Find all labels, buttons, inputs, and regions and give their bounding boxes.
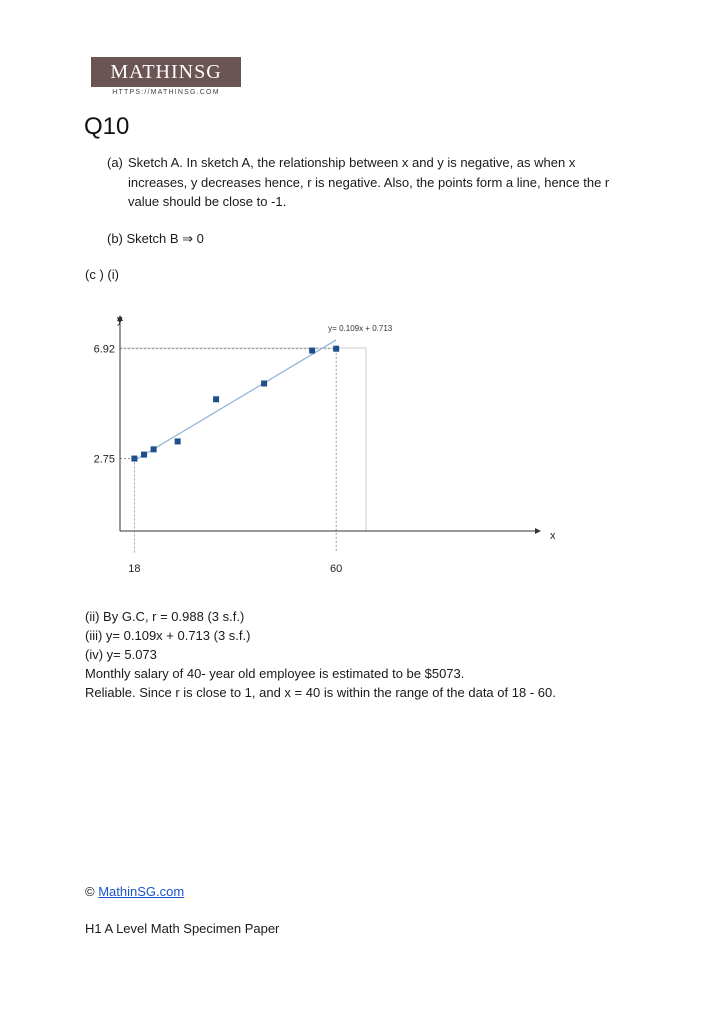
y-axis-label: y [117,314,123,326]
x-axis-label: x [550,530,556,542]
x-axis-arrow [535,528,541,534]
mathinsg-link[interactable]: MathinSG.com [98,884,185,899]
logo-url: HTTPS://MATHINSG.COM [112,89,220,96]
logo-wordmark: MATHINSG [91,57,241,87]
data-point [309,348,315,354]
part-b-label: (b) [107,231,123,246]
data-point [261,380,267,386]
mathinsg-logo [91,57,241,98]
data-point [175,438,181,444]
data-point [151,446,157,452]
copyright-symbol: © [85,884,95,899]
part-b-text: Sketch B ⇒ 0 [126,231,204,246]
answer-iii: (iii) y= 0.109x + 0.713 (3 s.f.) [85,628,251,643]
answers-block [85,607,556,702]
data-point [333,346,339,352]
y-tick-label: 6.92 [93,343,115,356]
data-point [131,456,137,462]
regression-equation-label: y= 0.109x + 0.713 [328,323,393,333]
question-title: Q10 [84,113,130,140]
part-c-label: (c ) (i) [85,267,119,282]
y-tick-label: 2.75 [93,453,115,466]
data-point [141,452,147,458]
paper-title: H1 A Level Math Specimen Paper [85,921,280,936]
part-a [107,153,627,212]
regression-line [134,340,336,461]
plot-frame [120,348,366,531]
answer-reliability: Reliable. Since r is close to 1, and x = 40 is within the range of the data of 18 - 60. [85,685,556,700]
x-tick-label: 60 [330,563,343,575]
part-a-label: (a) [107,155,123,170]
scatter-chart [70,305,590,585]
data-point [213,396,219,402]
x-tick-label: 18 [128,563,141,575]
answer-ii: (ii) By G.C, r = 0.988 (3 s.f.) [85,609,245,624]
part-b [107,229,204,249]
footer-copyright [85,884,184,899]
answer-iv: (iv) y= 5.073 [85,647,157,662]
answer-salary: Monthly salary of 40- year old employee is estimated to be $5073. [85,666,465,681]
part-a-text: Sketch A. In sketch A, the relationship between x and y is negative, as when x increases, y decreases hence, r is negative. Also, the points form a line, hence the r value should be close to -1. [128,155,610,209]
